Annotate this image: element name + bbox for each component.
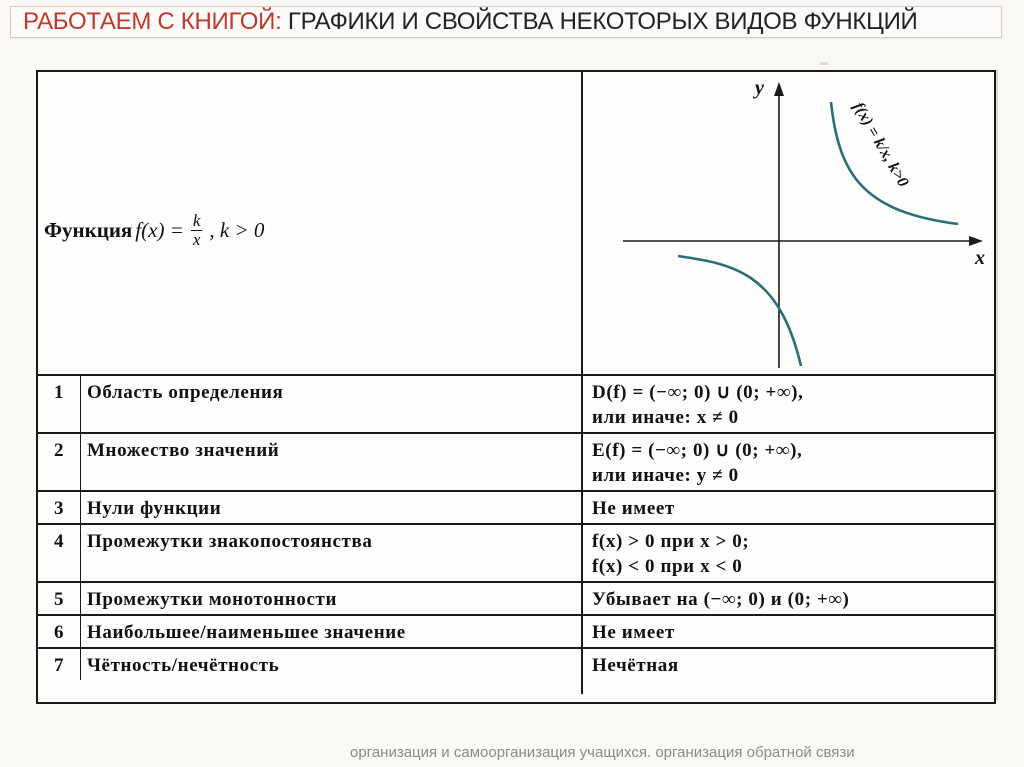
property-name: Чётность/нечётность: [81, 648, 587, 680]
property-value: [586, 615, 994, 648]
property-value-line: Убывает на (−∞; 0) и (0; +∞): [592, 589, 850, 610]
decorative-dot: [820, 62, 828, 65]
page-edge: [996, 70, 998, 700]
property-name: Нули функции: [81, 491, 587, 524]
y-axis-arrow: [774, 82, 784, 96]
curve-label: f(x) = k/x, k>0: [849, 99, 912, 190]
fraction-numerator: k: [192, 211, 201, 230]
property-row: [38, 524, 994, 582]
header-highlight: РАБОТАЕМ С КНИГОЙ:: [23, 8, 282, 35]
property-value: [586, 375, 994, 433]
function-label: [44, 212, 267, 249]
hyperbola-graph: [583, 72, 994, 372]
property-number: 1: [38, 375, 81, 433]
property-row: [38, 648, 994, 680]
property-value: [586, 582, 994, 615]
property-value-line: Не имеет: [592, 498, 675, 519]
header-title: ГРАФИКИ И СВОЙСТВА НЕКОТОРЫХ ВИДОВ ФУНКЦИЙ: [281, 8, 918, 35]
property-row: [38, 375, 994, 433]
property-value-line: или иначе: x ≠ 0: [592, 407, 739, 428]
property-name: Область определения: [81, 375, 587, 433]
x-axis-arrow: [969, 236, 983, 246]
property-value-line: Нечётная: [592, 655, 679, 676]
curve-third-quadrant: [678, 256, 801, 366]
function-word: Функция: [44, 218, 133, 242]
property-number: 5: [38, 582, 81, 615]
properties-table: [38, 374, 994, 680]
property-value-line: E(f) = (−∞; 0) ∪ (0; +∞),: [592, 440, 803, 461]
function-fx: f(x) =: [135, 218, 184, 242]
property-row: [38, 615, 994, 648]
function-condition: , k > 0: [209, 218, 265, 242]
property-value: [586, 433, 994, 491]
footer-caption: организация и самоорганизация учащихся. организация обратной связи: [350, 744, 855, 761]
property-value-line: Не имеет: [592, 622, 675, 643]
property-row: [38, 433, 994, 491]
property-number: 4: [38, 524, 81, 582]
property-value-line: f(x) > 0 при x > 0;: [592, 531, 750, 552]
property-value-line: D(f) = (−∞; 0) ∪ (0; +∞),: [592, 382, 804, 403]
property-name: Множество значений: [81, 433, 587, 491]
property-number: 6: [38, 615, 81, 648]
property-row: [38, 582, 994, 615]
textbook-table: [36, 70, 996, 704]
property-name: Промежутки знакопостоянства: [81, 524, 587, 582]
property-name: Наибольшее/наименьшее значение: [81, 615, 587, 648]
property-value-line: f(x) < 0 при x < 0: [592, 556, 743, 577]
function-block: [38, 72, 994, 372]
property-value-line: или иначе: y ≠ 0: [592, 465, 739, 486]
y-axis-label: y: [755, 77, 764, 99]
property-name: Промежутки монотонности: [81, 582, 587, 615]
x-axis-label: x: [975, 247, 985, 269]
page-header: [10, 6, 1002, 38]
function-fraction: [191, 212, 203, 249]
property-value: [586, 491, 994, 524]
property-value: [586, 648, 994, 680]
property-value: [586, 524, 994, 582]
fraction-denominator: x: [192, 230, 201, 249]
property-row: [38, 491, 994, 524]
property-number: 3: [38, 491, 81, 524]
property-number: 2: [38, 433, 81, 491]
property-number: 7: [38, 648, 81, 680]
